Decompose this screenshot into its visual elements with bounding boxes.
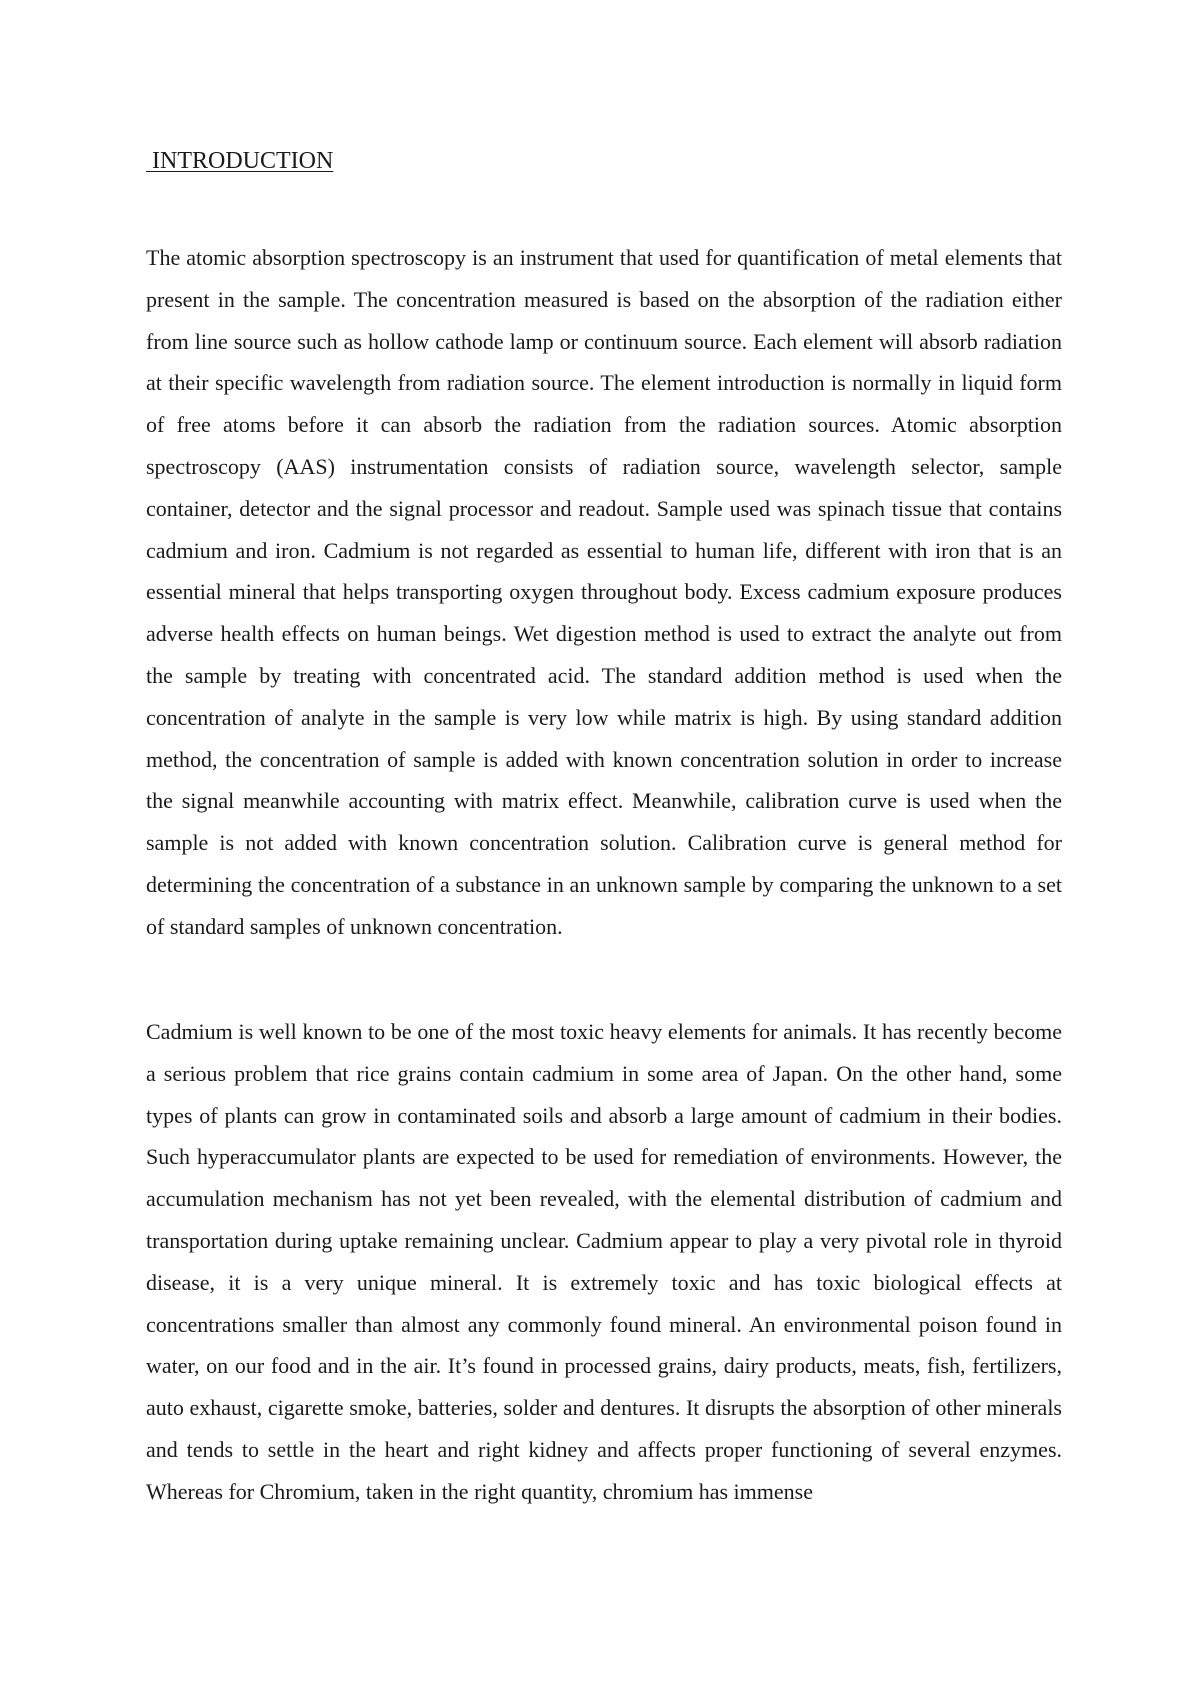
section-heading: INTRODUCTION — [146, 148, 334, 174]
paragraph-aas-overview: The atomic absorption spectroscopy is an instrument that used for quantification of metal elements that present in the sample. The concentration measured is based on the absorption of the radiation either from line source such as hollow cathode lamp or continuum source. Each element will absorb radiation at their specific wavelength from radiation source. The element introduction is normally in liquid form of free atoms before it can absorb the radiation from the radiation sources. Atomic absorption spectroscopy (AAS) instrumentation consists of radiation source, wavelength selector, sample container, detector and the signal processor and readout. Sample used was spinach tissue that contains cadmium and iron. Cadmium is not regarded as essential to human life, different with iron that is an essential mineral that helps transporting oxygen throughout body. Excess cadmium exposure produces adverse health effects on human beings. Wet digestion method is used to extract the analyte out from the sample by treating with concentrated acid. The standard addition method is used when the concentration of analyte in the sample is very low while matrix is high. By using standard addition method, the concentration of sample is added with known concentration solution in order to increase the signal meanwhile accounting with matrix effect. Meanwhile, calibration curve is used when the sample is not added with known concentration solution. Calibration curve is general method for determining the concentration of a substance in an unknown sample by comparing the unknown to a set of standard samples of unknown concentration. — [146, 245, 1062, 939]
paragraph-cadmium: Cadmium is well known to be one of the most toxic heavy elements for animals. It has recently become a serious problem that rice grains contain cadmium in some area of Japan. On the other hand, some types of plants can grow in contaminated soils and absorb a large amount of cadmium in their bodies. Such hyperaccumulator plants are expected to be used for remediation of environments. However, the accumulation mechanism has not yet been revealed, with the elemental distribution of cadmium and transportation during uptake remaining unclear. Cadmium appear to play a very pivotal role in thyroid disease, it is a very unique mineral. It is extremely toxic and has toxic biological effects at concentrations smaller than almost any commonly found mineral. An environmental poison found in water, on our food and in the air. It’s found in processed grains, dairy products, meats, fish, fertilizers, auto exhaust, cigarette smoke, batteries, solder and dentures. It disrupts the absorption of other minerals and tends to settle in the heart and right kidney and affects proper functioning of several enzymes. Whereas for Chromium, taken in the right quantity, chromium has immense — [146, 1019, 1062, 1504]
